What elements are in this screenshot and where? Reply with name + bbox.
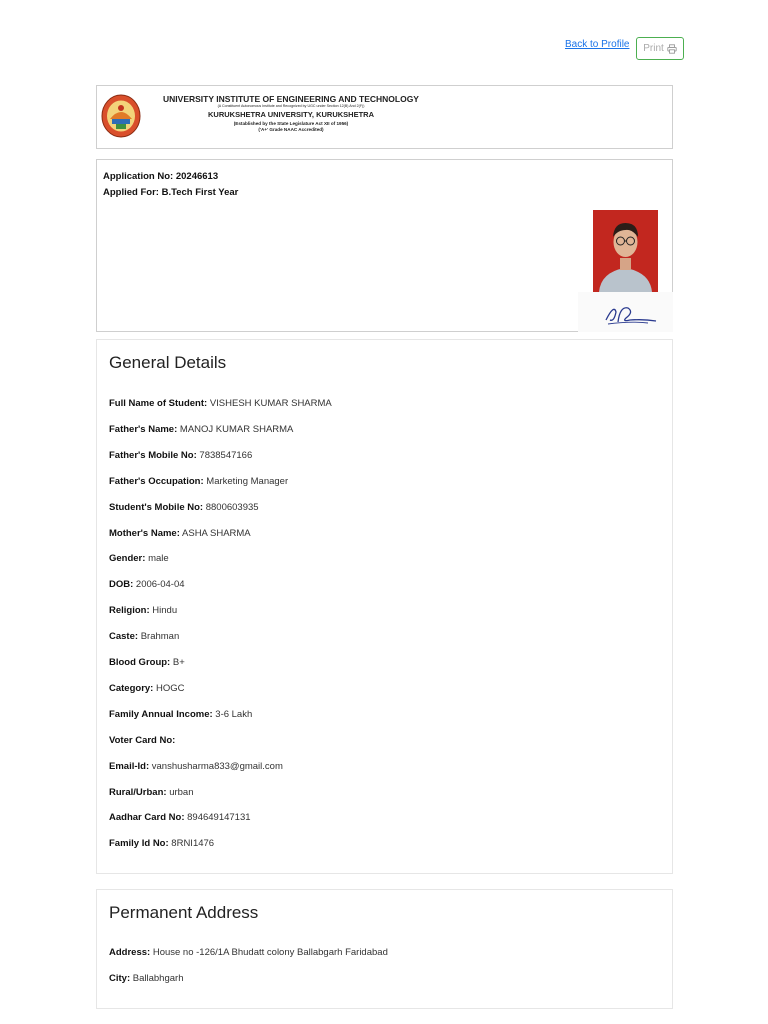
field-label: Aadhar Card No: xyxy=(109,812,185,824)
field-value: ASHA SHARMA xyxy=(182,527,251,539)
field-label: Address: xyxy=(109,947,151,958)
permanent-address-title: Permanent Address xyxy=(109,903,259,922)
field-label: Father's Mobile No: xyxy=(109,449,197,461)
detail-field-row xyxy=(109,502,259,513)
detail-field-row xyxy=(109,631,179,642)
institute-header-text xyxy=(141,94,441,132)
top-action-bar xyxy=(0,36,768,64)
print-label: Print xyxy=(643,43,664,54)
detail-field-row xyxy=(109,579,185,590)
field-label: Email-Id: xyxy=(109,760,150,772)
field-label: Family Annual Income: xyxy=(109,708,213,720)
field-value: vanshusharma833@gmail.com xyxy=(151,760,283,772)
field-value: 8800603935 xyxy=(205,501,259,513)
institute-subtitle: (A Constituent Autonomous Institute and Recognized by UGC under Section 12(B) And 2(F)) xyxy=(217,104,365,108)
field-value: 8RNI1476 xyxy=(171,838,215,850)
back-to-profile-link[interactable]: Back to Profile xyxy=(565,39,630,50)
detail-field-row xyxy=(109,683,184,694)
general-details-card xyxy=(96,339,673,874)
detail-field-row xyxy=(109,528,251,539)
field-label: City: xyxy=(109,973,131,984)
field-label: Category: xyxy=(109,682,154,694)
field-label: Gender: xyxy=(109,553,146,565)
field-value: 3-6 Lakh xyxy=(215,708,253,720)
detail-field-row xyxy=(109,787,194,798)
institute-header xyxy=(96,85,673,149)
field-value: B+ xyxy=(172,657,185,668)
field-value: House no -126/1A Bhudatt colony Ballabgarh Faridabad xyxy=(152,947,388,958)
field-value: urban xyxy=(169,786,194,798)
field-label: Father's Occupation: xyxy=(109,475,204,487)
general-details-title: General Details xyxy=(109,353,227,372)
field-value: male xyxy=(148,553,169,565)
field-value: Brahman xyxy=(140,631,180,643)
field-label: Religion: xyxy=(109,605,150,617)
field-value: Ballabhgarh xyxy=(132,973,184,984)
field-value: VISHESH KUMAR SHARMA xyxy=(209,398,332,409)
field-label: Father's Name: xyxy=(109,423,178,435)
field-label: Blood Group: xyxy=(109,657,171,668)
field-label: Rural/Urban: xyxy=(109,786,167,798)
detail-field-row xyxy=(109,947,388,958)
field-value: 894649147131 xyxy=(187,812,251,824)
field-label: DOB: xyxy=(109,579,134,591)
detail-field-row xyxy=(109,553,169,564)
university-name: KURUKSHETRA UNIVERSITY, KURUKSHETRA xyxy=(208,110,374,119)
field-label: Caste: xyxy=(109,631,139,643)
establishment-note: (Established by the State Legislature Act XII of 1956) xyxy=(233,121,349,126)
detail-field-row xyxy=(109,398,332,409)
field-value: HOGC xyxy=(155,682,185,694)
field-value: MANOJ KUMAR SHARMA xyxy=(179,423,294,435)
detail-field-row xyxy=(109,735,175,746)
detail-field-row xyxy=(109,476,288,487)
detail-field-row xyxy=(109,709,252,720)
signature-image xyxy=(578,292,673,332)
detail-field-row xyxy=(109,838,214,849)
application-number-label: Application No: xyxy=(103,171,174,182)
applied-for-value: B.Tech First Year xyxy=(161,187,239,198)
student-photo xyxy=(593,210,658,292)
permanent-address-card xyxy=(96,889,673,1009)
application-number-value: 20246613 xyxy=(175,171,219,182)
field-value: 2006-04-04 xyxy=(135,579,185,591)
application-number-row xyxy=(103,171,218,182)
print-button[interactable] xyxy=(636,37,684,60)
field-value: Hindu xyxy=(152,605,178,617)
field-label: Mother's Name: xyxy=(109,527,180,539)
institute-name: UNIVERSITY INSTITUTE OF ENGINEERING AND TECHNOLOGY xyxy=(163,94,419,104)
student-signature-box xyxy=(578,292,673,332)
field-label: Full Name of Student: xyxy=(109,398,208,409)
applied-for-row xyxy=(103,187,238,198)
detail-field-row xyxy=(109,812,251,823)
accreditation-note: ('A+' Grade NAAC Accredited) xyxy=(258,127,324,132)
field-value: 7838547166 xyxy=(199,449,253,461)
printer-icon xyxy=(667,44,677,54)
field-label: Voter Card No: xyxy=(109,734,176,746)
detail-field-row xyxy=(109,973,183,984)
field-label: Student's Mobile No: xyxy=(109,501,204,513)
detail-field-row xyxy=(109,605,177,616)
field-label: Family Id No: xyxy=(109,838,169,850)
field-value: Marketing Manager xyxy=(206,475,289,487)
university-seal-logo xyxy=(101,93,141,139)
detail-field-row xyxy=(109,450,252,461)
detail-field-row xyxy=(109,761,283,772)
detail-field-row xyxy=(109,657,185,668)
application-summary xyxy=(96,159,673,332)
detail-field-row xyxy=(109,424,293,435)
applied-for-label: Applied For: xyxy=(103,187,159,198)
